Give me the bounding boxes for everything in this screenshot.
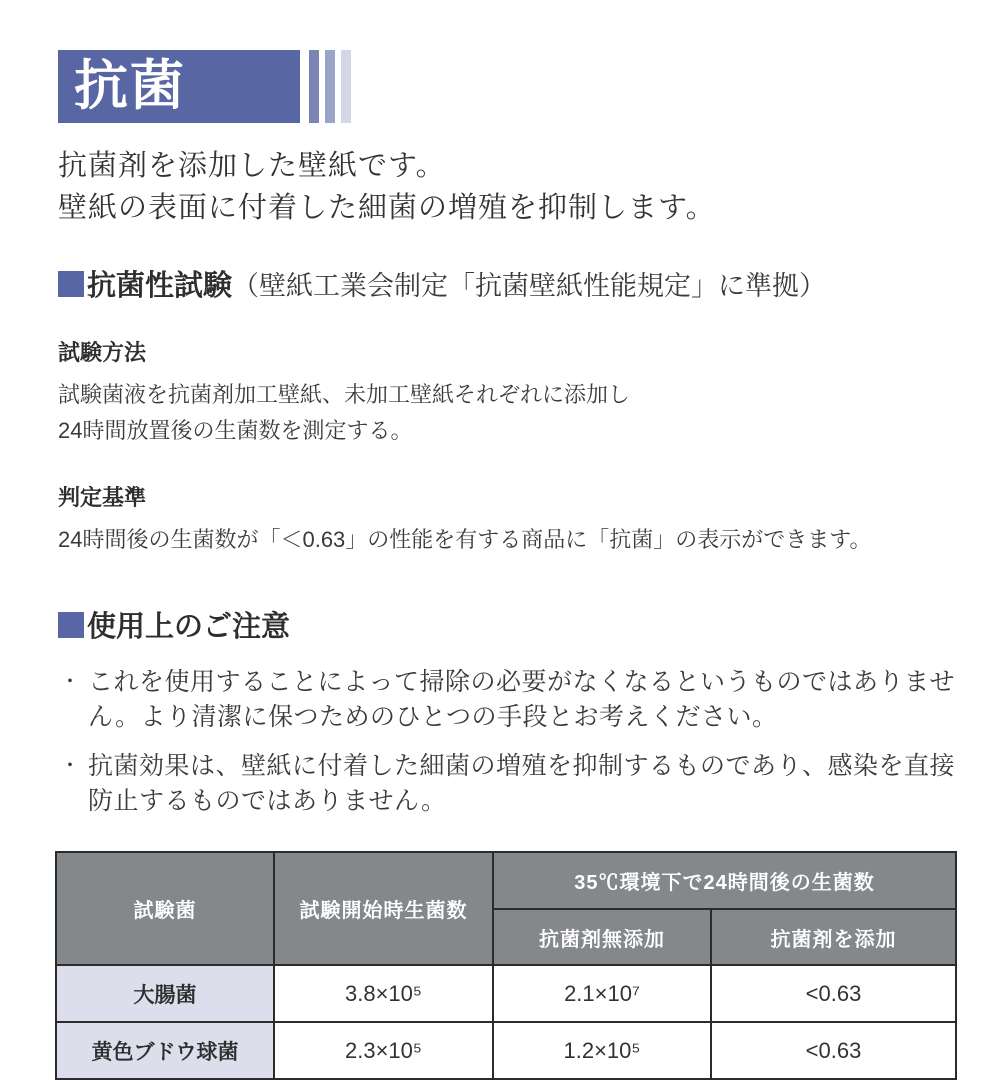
col-header-after-24h: 35℃環境下で24時間後の生菌数 — [493, 852, 956, 909]
section-heading-test — [58, 263, 1000, 304]
cell-start-count: 2.3×10⁵ — [274, 1022, 493, 1079]
banner-stripe-dark — [309, 50, 319, 123]
table-row — [56, 965, 956, 1022]
test-results-table — [55, 851, 957, 1080]
intro-line-2: 壁紙の表面に付着した細菌の増殖を抑制します。 — [58, 192, 716, 224]
bullet-icon: ・ — [60, 671, 81, 693]
col-header-no-agent: 抗菌剤無添加 — [493, 909, 711, 965]
notes-bullet-list — [60, 665, 1000, 819]
method-label: 試験方法 — [58, 340, 147, 365]
col-header-start-count: 試験開始時生菌数 — [274, 852, 493, 965]
method-line-1: 試験菌液を抗菌剤加工壁紙、未加工壁紙それぞれに添加し — [58, 382, 631, 407]
list-item — [60, 749, 972, 819]
intro-line-1: 抗菌剤を添加した壁紙です。 — [58, 150, 446, 182]
col-header-with-agent: 抗菌剤を添加 — [711, 909, 956, 965]
method-body — [58, 377, 968, 449]
intro-paragraph — [58, 145, 1000, 229]
table-row — [56, 1022, 956, 1079]
cell-with-agent: <0.63 — [711, 965, 956, 1022]
method-line-2: 24時間放置後の生菌数を測定する。 — [58, 418, 413, 443]
bullet-text-1: これを使用することによって掃除の必要がなくなるというものではありません。より清潔に保つためのひとつの手段とお考えください。 — [88, 668, 956, 731]
table-header-row — [56, 852, 956, 909]
page-title: 抗菌 — [58, 50, 300, 123]
cell-start-count: 3.8×10⁵ — [274, 965, 493, 1022]
criteria-body: 24時間後の生菌数が「＜0.63」の性能を有する商品に「抗菌」の表示ができます。 — [58, 527, 872, 552]
bullet-text-2: 抗菌効果は、壁紙に付着した細菌の増殖を抑制するものであり、感染を直接防止するものではありません。 — [88, 752, 956, 815]
antibacterial-spec-page — [0, 50, 1000, 1064]
bullet-icon: ・ — [60, 755, 81, 777]
section-title-test: 抗菌性試験 — [87, 270, 233, 302]
blue-square-icon — [58, 271, 84, 297]
cell-no-agent: 2.1×10⁷ — [493, 965, 711, 1022]
banner-stripe-medium — [325, 50, 335, 123]
cell-with-agent: <0.63 — [711, 1022, 956, 1079]
cell-organism: 黄色ブドウ球菌 — [56, 1022, 274, 1079]
col-header-organism: 試験菌 — [56, 852, 274, 965]
cell-organism: 大腸菌 — [56, 965, 274, 1022]
header-banner — [58, 50, 1000, 123]
blue-square-icon — [58, 612, 84, 638]
banner-stripe-light — [341, 50, 351, 123]
section-heading-notes — [58, 604, 1000, 645]
list-item — [60, 665, 972, 735]
cell-no-agent: 1.2×10⁵ — [493, 1022, 711, 1079]
section-title-notes: 使用上のご注意 — [87, 611, 291, 643]
criteria-label: 判定基準 — [58, 485, 147, 510]
section-title-test-note: （壁紙工業会制定「抗菌壁紙性能規定」に準拠） — [232, 271, 827, 301]
